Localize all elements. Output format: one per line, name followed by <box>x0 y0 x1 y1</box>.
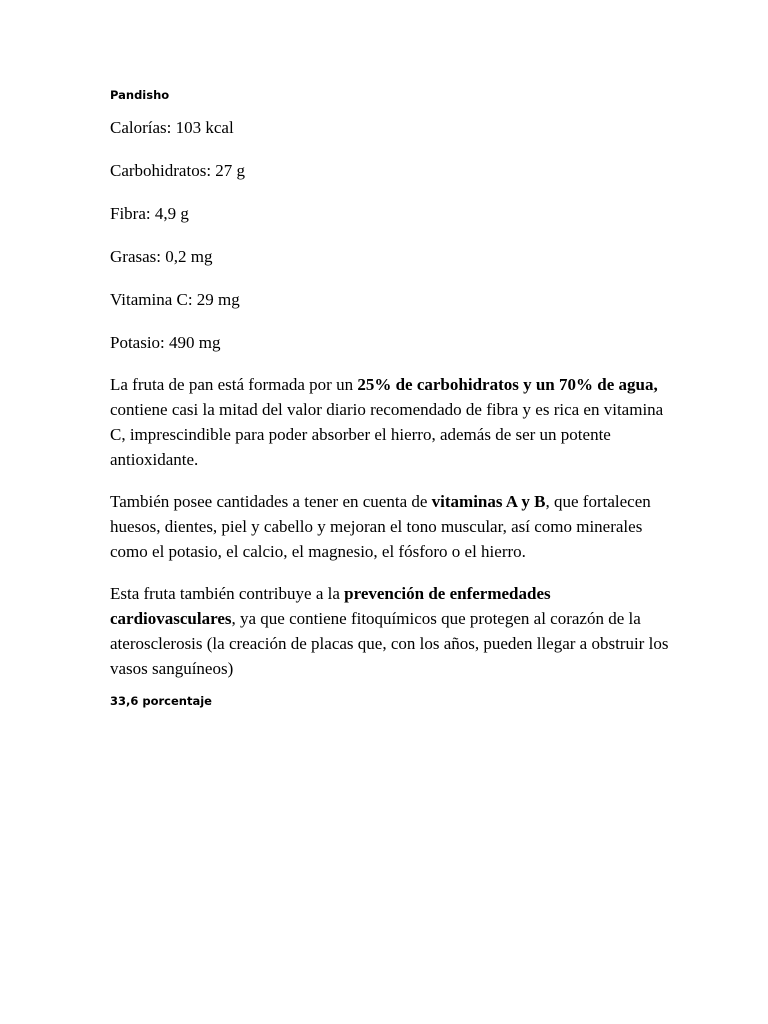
fact-calories: Calorías: 103 kcal <box>110 118 234 137</box>
fact-fiber: Fibra: 4,9 g <box>110 204 189 223</box>
paragraph-composition <box>110 372 670 472</box>
fact-carbohydrates: Carbohidratos: 27 g <box>110 161 246 180</box>
footer-note: 33,6 porcentaje <box>110 694 212 708</box>
document-page <box>110 87 670 709</box>
paragraph-vitamins-text-a: También posee cantidades a tener en cuenta de <box>110 492 432 511</box>
paragraph-cardiovascular-text-b: , ya que contiene fitoquímicos que protegen al corazón de la aterosclerosis (la creación de placas que, con los años, pueden llegar a obstruir los vasos sanguíneos) <box>110 609 669 678</box>
document-title: Pandisho <box>110 88 170 102</box>
fact-fats: Grasas: 0,2 mg <box>110 247 213 266</box>
paragraph-vitamins-text-b: , que fortalecen huesos, dientes, piel y cabello y mejoran el tono muscular, así como minerales como el potasio, el calcio, el magnesio, el fósforo o el hierro. <box>110 492 651 561</box>
fact-vitamin-c: Vitamina C: 29 mg <box>110 290 240 309</box>
paragraph-composition-bold: 25% de carbohidratos y un 70% de agua, <box>357 375 658 394</box>
fact-potassium: Potasio: 490 mg <box>110 333 221 352</box>
paragraph-cardiovascular-bold: prevención de enfermedades cardiovasculares <box>110 584 551 628</box>
paragraph-vitamins-bold: vitaminas A y B <box>431 492 546 511</box>
paragraph-cardiovascular-text-a: Esta fruta también contribuye a la <box>110 584 345 603</box>
paragraph-composition-text-b: contiene casi la mitad del valor diario recomendado de fibra y es rica en vitamina C, imprescindible para poder absorber el hierro, además de ser un potente antioxidante. <box>110 400 664 469</box>
paragraph-cardiovascular <box>110 581 670 681</box>
paragraph-vitamins <box>110 489 670 564</box>
paragraph-composition-text-a: La fruta de pan está formada por un <box>110 375 358 394</box>
